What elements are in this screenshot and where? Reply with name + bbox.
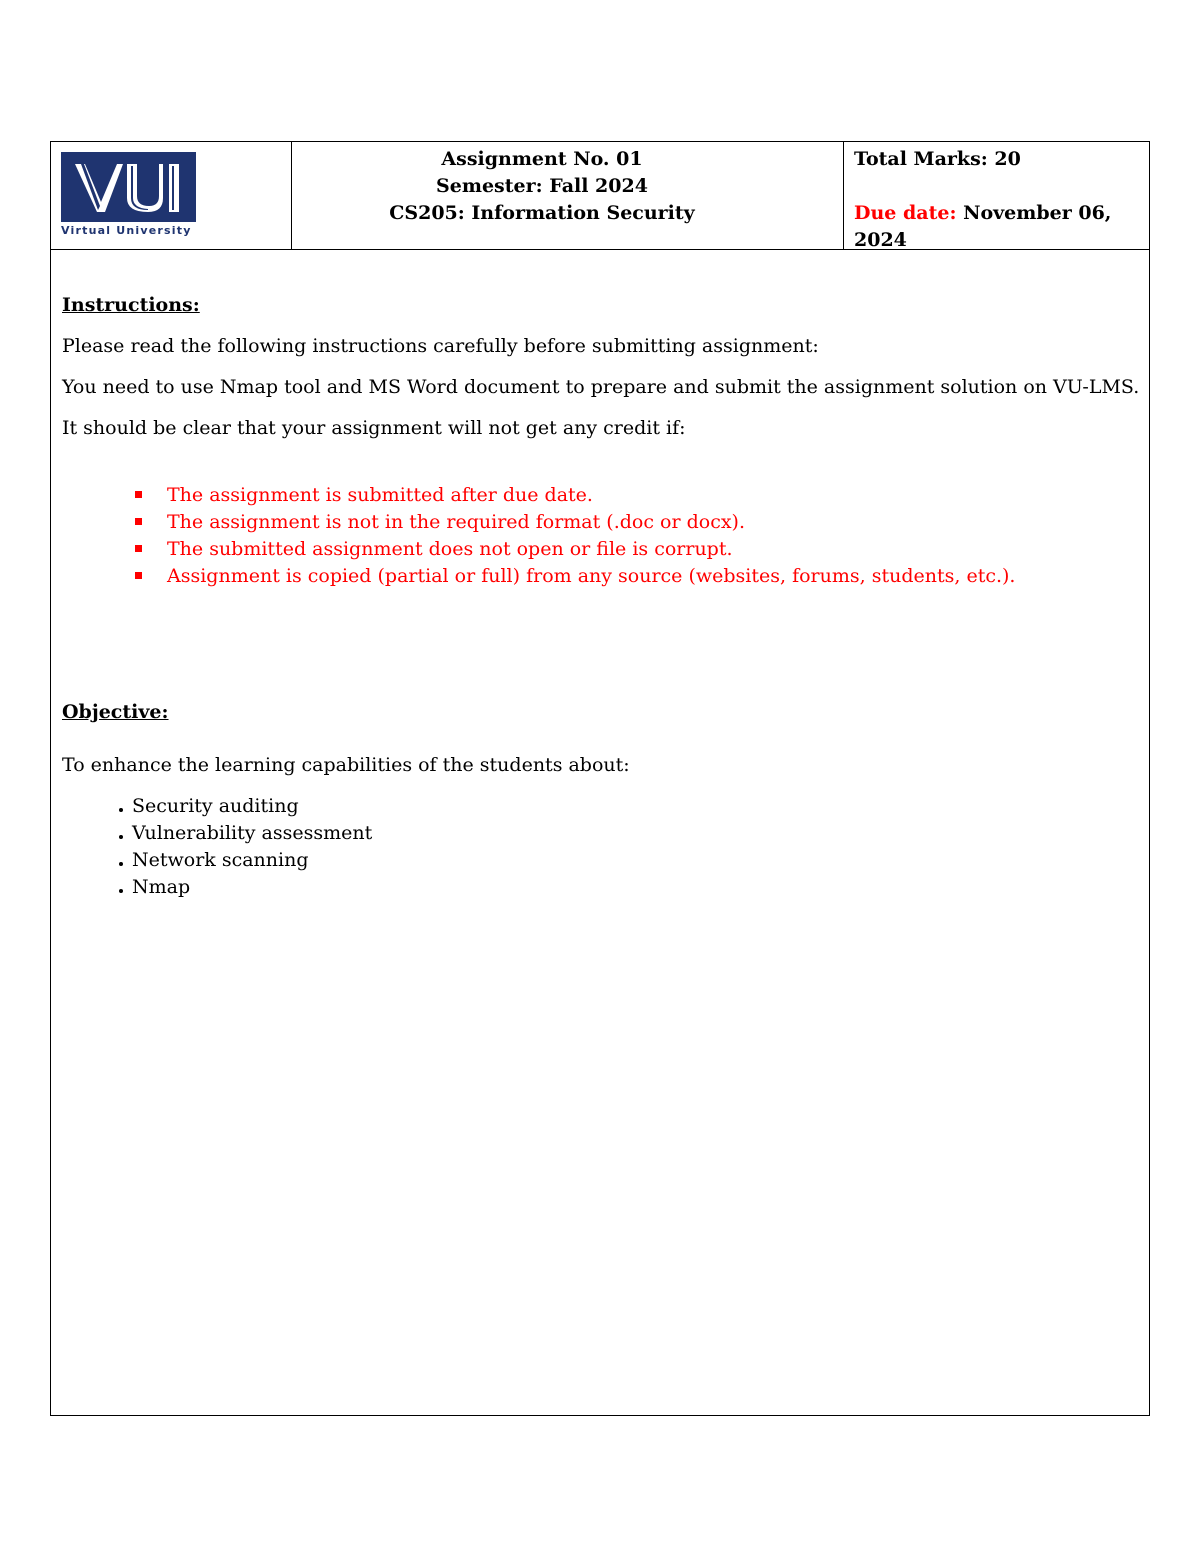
dot-bullet-icon <box>119 835 123 839</box>
instructions-heading: Instructions: <box>62 294 200 316</box>
list-item: Assignment is copied (partial or full) from any source (websites, forums, students, etc.). <box>132 563 1015 590</box>
dot-bullet-icon <box>119 889 123 893</box>
list-item: Security auditing <box>119 793 372 820</box>
body-box <box>50 250 1150 1416</box>
list-item: Vulnerability assessment <box>119 820 372 847</box>
logo-cell <box>51 142 292 249</box>
dot-bullet-icon <box>119 808 123 812</box>
marks-cell <box>844 142 1149 249</box>
due-date-label: Due date: <box>854 202 957 224</box>
header-table <box>50 141 1150 250</box>
list-item: Network scanning <box>119 847 372 874</box>
topics-list <box>119 793 372 901</box>
instructions-line-2: You need to use Nmap tool and MS Word document to prepare and submit the assignment solution on VU-LMS. <box>62 376 1140 398</box>
semester: Semester: Fall 2024 <box>436 175 648 197</box>
list-item: Nmap <box>119 874 372 901</box>
instructions-line-1: Please read the following instructions carefully before submitting assignment: <box>62 335 819 357</box>
assignment-title-block <box>292 146 792 227</box>
objective-heading: Objective: <box>62 701 169 723</box>
marks-block <box>854 146 1144 254</box>
total-marks: Total Marks: 20 <box>854 148 1021 170</box>
course-title: CS205: Information Security <box>389 202 695 224</box>
vu-logo-mark <box>61 152 196 222</box>
objective-intro: To enhance the learning capabilities of the students about: <box>62 754 630 776</box>
vu-logo-icon <box>61 152 196 222</box>
due-date-value: November 06, 2024 <box>854 202 1112 251</box>
assignment-number: Assignment No. 01 <box>441 148 643 170</box>
due-date <box>854 200 1144 254</box>
instructions-line-3: It should be clear that your assignment will not get any credit if: <box>62 417 686 439</box>
list-item: The assignment is not in the required format (.doc or docx). <box>132 509 1015 536</box>
square-bullet-icon <box>135 572 142 579</box>
dot-bullet-icon <box>119 862 123 866</box>
vu-logo-caption: Virtual University <box>61 224 192 237</box>
vu-logo <box>61 152 196 238</box>
rules-list <box>132 482 1015 590</box>
square-bullet-icon <box>135 518 142 525</box>
square-bullet-icon <box>135 545 142 552</box>
list-item: The assignment is submitted after due date. <box>132 482 1015 509</box>
list-item: The submitted assignment does not open or file is corrupt. <box>132 536 1015 563</box>
square-bullet-icon <box>135 491 142 498</box>
title-cell <box>292 142 844 249</box>
